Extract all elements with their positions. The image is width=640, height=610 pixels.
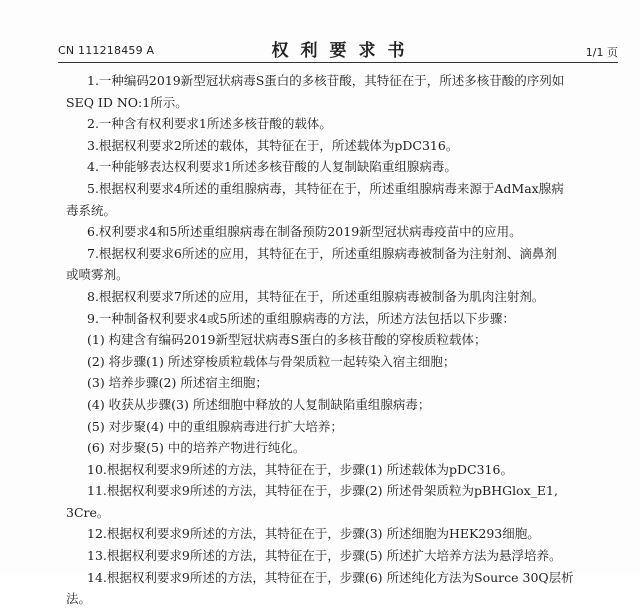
claim-line: 1.一种编码2019新型冠状病毒S蛋白的多核苷酸，其特征在于，所述多核苷酸的序列如 bbox=[87, 73, 565, 88]
claim-step-line: (6) 对步聚(5) 中的培养产物进行纯化。 bbox=[87, 440, 306, 456]
page-header bbox=[58, 34, 618, 60]
header-divider bbox=[58, 62, 618, 63]
claims-list bbox=[66, 70, 596, 610]
claim-line: 10.根据权利要求9所述的方法，其特征在于，步骤(1) 所述载体为pDC316。 bbox=[87, 461, 513, 477]
claim-line: 法。 bbox=[66, 591, 92, 607]
claim-step-line: (2) 将步骤(1) 所述穿梭质粒载体与骨架质粒一起转染入宿主细胞； bbox=[87, 353, 456, 369]
claim-line: 3.根据权利要求2所述的载体，其特征在于，所述载体为pDC316。 bbox=[87, 137, 459, 153]
claim-line: 9.一种制备权利要求4或5所述的重组腺病毒的方法，所述方法包括以下步骤： bbox=[87, 310, 515, 326]
claim-step-line: (4) 收获从步骤(3) 所述细胞中释放的人复制缺陷重组腺病毒； bbox=[87, 396, 431, 412]
claim-line: 6.权利要求4和5所述重组腺病毒在制备预防2019新型冠状病毒疫苗中的应用。 bbox=[87, 224, 522, 240]
page-title: 权利要求书 bbox=[271, 41, 417, 61]
claim-line: 2.一种含有权利要求1所述多核苷酸的载体。 bbox=[87, 116, 332, 132]
claim-line: SEQ ID NO:1所示。 bbox=[66, 94, 188, 110]
claim-step-line: (1) 构建含有编码2019新型冠状病毒S蛋白的多核苷酸的穿梭质粒载体； bbox=[87, 332, 487, 348]
claim-line: 14.根据权利要求9所述的方法，其特征在于，步骤(6) 所述纯化方法为Source 30Q层析 bbox=[87, 569, 574, 585]
claim-step-line: (5) 对步聚(4) 中的重组腺病毒进行扩大培养； bbox=[87, 418, 343, 434]
claim-line: 8.根据权利要求7所述的应用，其特征在于，所述重组腺病毒被制备为肌肉注射剂。 bbox=[87, 288, 545, 304]
claim-line: 12.根据权利要求9所述的方法，其特征在于，步骤(3) 所述细胞为HEK293细胞。 bbox=[87, 526, 540, 542]
claim-line: 5.根据权利要求4所述的重组腺病毒，其特征在于，所述重组腺病毒来源于AdMax腺病 bbox=[87, 180, 564, 196]
claim-line: 13.根据权利要求9所述的方法，其特征在于，步骤(5) 所述扩大培养方法为悬浮培养。 bbox=[87, 548, 562, 564]
claim-line: 4.一种能够表达权利要求1所述多核苷酸的人复制缺陷重组腺病毒。 bbox=[87, 159, 457, 175]
document-number: CN 111218459 A bbox=[58, 44, 155, 57]
claim-line: 3Cre。 bbox=[66, 504, 110, 520]
claim-line: 7.根据权利要求6所述的应用，其特征在于，所述重组腺病毒被制备为注射剂、滴鼻剂 bbox=[87, 245, 557, 261]
claim-line: 11.根据权利要求9所述的方法，其特征在于，步骤(2) 所述骨架质粒为pBHGlox_E1, bbox=[87, 483, 558, 499]
page-number: 1/1 页 bbox=[585, 46, 618, 59]
claim-step-line: (3) 培养步骤(2) 所述宿主细胞； bbox=[87, 375, 268, 391]
claim-line: 毒系统。 bbox=[66, 202, 117, 218]
claim-line: 或喷雾剂。 bbox=[66, 267, 129, 283]
